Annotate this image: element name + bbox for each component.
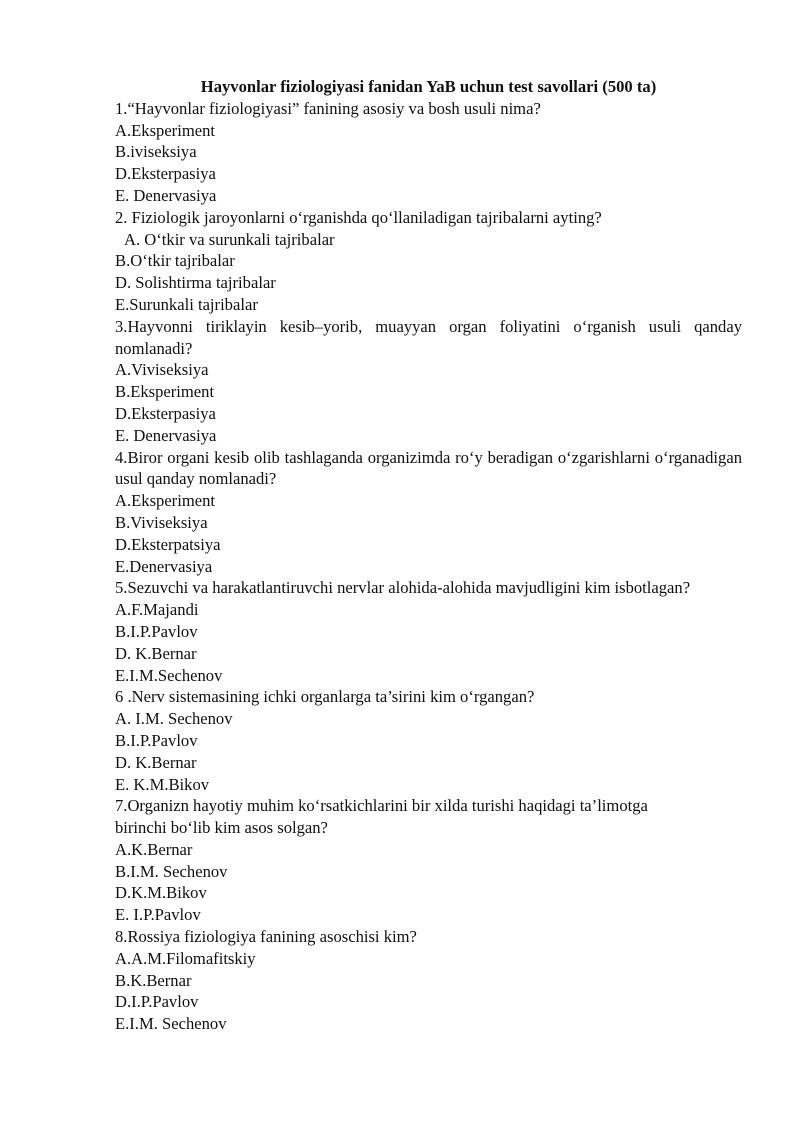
question-2: 2. Fiziologik jaroyonlarni o‘rganishda qo‘llaniladigan tajribalarni ayting? xyxy=(115,207,602,227)
question-1: 1.“Hayvonlar fiziologiyasi” fanining asosiy va bosh usuli nima? xyxy=(115,98,541,118)
question-7-option-b: B.I.M. Sechenov xyxy=(115,861,228,881)
question-6-option-d: D. K.Bernar xyxy=(115,752,197,772)
question-2-option-b: B.O‘tkir tajribalar xyxy=(115,251,235,271)
question-8-option-b: B.K.Bernar xyxy=(115,970,192,990)
question-3-option-a: A.Viviseksiya xyxy=(115,360,209,380)
question-7-option-a: A.K.Bernar xyxy=(115,839,193,859)
question-1-option-a: A.Eksperiment xyxy=(115,120,216,140)
question-5: 5.Sezuvchi va harakatlantiruvchi nervlar alohida-alohida mavjudligini kim isbotlagan? xyxy=(115,578,691,598)
question-3: 3.Hayvonni tiriklayin kesib–yorib, muayyan organ foliyatini o‘rganish usuli qanday nomlanadi? xyxy=(115,316,742,358)
question-1-option-e: E. Denervasiya xyxy=(115,185,217,205)
question-5-option-b: B.I.P.Pavlov xyxy=(115,621,198,641)
question-7: 7.Organizn hayotiy muhim ko‘rsatkichlarini bir xilda turishi haqidagi ta’limotga xyxy=(115,796,648,816)
question-8-option-e: E.I.M. Sechenov xyxy=(115,1014,227,1034)
question-2-option-d: D. Solishtirma tajribalar xyxy=(115,273,276,293)
document-page xyxy=(115,76,742,1035)
question-7-option-e: E. I.P.Pavlov xyxy=(115,905,201,925)
question-8-option-d: D.I.P.Pavlov xyxy=(115,992,199,1012)
question-8: 8.Rossiya fiziologiya fanining asoschisi kim? xyxy=(115,927,417,947)
question-2-option-a: A. O‘tkir va surunkali tajribalar xyxy=(124,229,335,249)
question-4-option-e: E.Denervasiya xyxy=(115,556,213,576)
question-3-option-e: E. Denervasiya xyxy=(115,425,217,445)
question-3-option-d: D.Eksterpasiya xyxy=(115,403,216,423)
question-3-option-b: B.Eksperiment xyxy=(115,382,215,402)
question-5-option-e: E.I.M.Sechenov xyxy=(115,665,223,685)
question-1-option-b: B.iviseksiya xyxy=(115,142,197,162)
question-4-option-b: B.Viviseksiya xyxy=(115,512,208,532)
question-7-continuation: birinchi bo‘lib kim asos solgan? xyxy=(115,818,328,838)
question-2-option-e: E.Surunkali tajribalar xyxy=(115,294,258,314)
question-6: 6 .Nerv sistemasining ichki organlarga ta’sirini kim o‘rgangan? xyxy=(115,687,535,707)
question-5-option-d: D. K.Bernar xyxy=(115,643,197,663)
question-6-option-e: E. K.M.Bikov xyxy=(115,774,210,794)
question-5-option-a: A.F.Majandi xyxy=(115,600,199,620)
question-4-option-d: D.Eksterpatsiya xyxy=(115,534,221,554)
question-6-option-a: A. I.M. Sechenov xyxy=(115,709,233,729)
question-8-option-a: A.A.M.Filomafitskiy xyxy=(115,948,256,968)
question-4: 4.Biror organi kesib olib tashlaganda organizimda ro‘y beradigan o‘zgarishlarni o‘rganadigan usul qanday nomlanadi? xyxy=(115,447,742,489)
document-title: Hayvonlar fiziologiyasi fanidan YaB uchun test savollari (500 ta) xyxy=(200,77,657,96)
question-7-option-d: D.K.M.Bikov xyxy=(115,883,207,903)
question-4-option-a: A.Eksperiment xyxy=(115,491,216,511)
question-6-option-b: B.I.P.Pavlov xyxy=(115,730,198,750)
question-1-option-d: D.Eksterpasiya xyxy=(115,164,216,184)
